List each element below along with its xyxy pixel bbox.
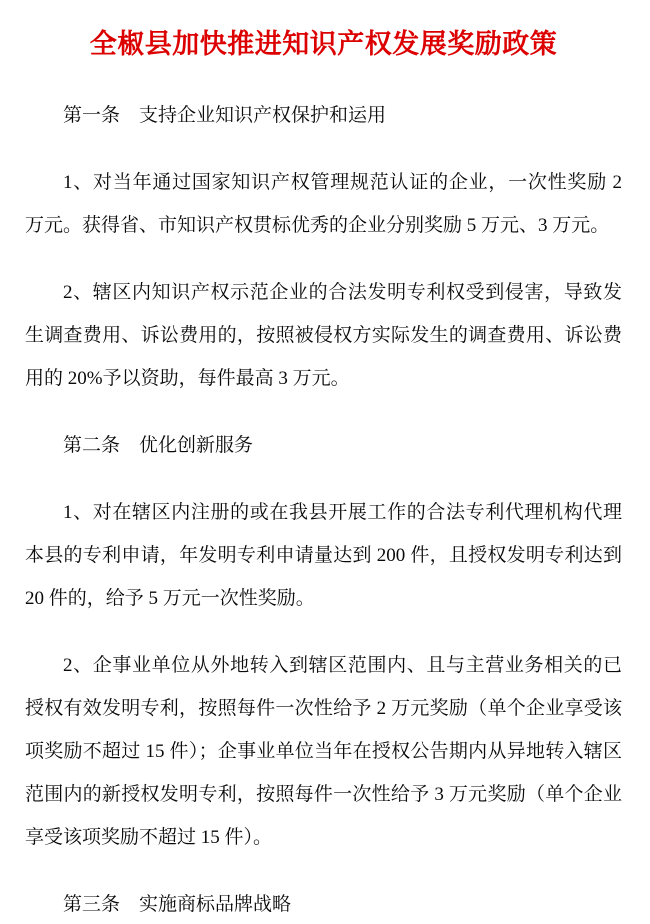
- article-1-heading: 第一条 支持企业知识产权保护和运用: [63, 105, 387, 126]
- article-2-clause-2: 2、企事业单位从外地转入到辖区范围内、且与主营业务相关的已授权有效发明专利，按照每件一次性给予 2 万元奖励（单个企业享受该项奖励不超过 15 件）；企事业单位当年在授权公告期内从异地转入辖区范围内的新授权发明专利，按照每件一次性给予 3 万元奖励（单个企业享受该项奖励不超过 15 件）。: [25, 655, 622, 848]
- article-2-clause-1: 1、对在辖区内注册的或在我县开展工作的合法专利代理机构代理本县的专利申请，年发明专利申请量达到 200 件，且授权发明专利达到 20 件的，给予 5 万元一次性奖励。: [25, 502, 622, 609]
- document-title: 全椒县加快推进知识产权发展奖励政策: [89, 29, 558, 59]
- article-2-heading: 第二条 优化创新服务: [63, 435, 254, 456]
- article-1-clause-1: 1、对当年通过国家知识产权管理规范认证的企业，一次性奖励 2 万元。获得省、市知识产权贯标优秀的企业分别奖励 5 万元、3 万元。: [25, 172, 622, 236]
- article-1-clause-2: 2、辖区内知识产权示范企业的合法发明专利权受到侵害，导致发生调查费用、诉讼费用的，按照被侵权方实际发生的调查费用、诉讼费用的 20%予以资助，每件最高 3 万元。: [25, 282, 622, 389]
- article-3-heading: 第三条 实施商标品牌战略: [63, 894, 292, 915]
